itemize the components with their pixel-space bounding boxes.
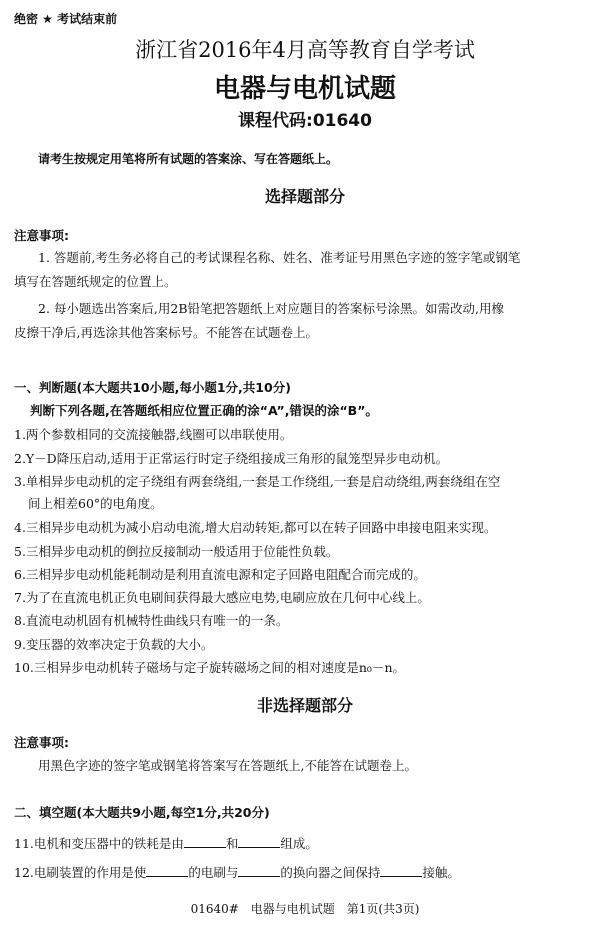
answer-blank <box>238 864 280 877</box>
part2-notes-label: 注意事项: <box>14 735 69 750</box>
part1-notes-label: 注意事项: <box>14 228 69 243</box>
note1-line1: 1. 答题前,考生务必将自己的考试课程名称、姓名、准考证号用黑色字迹的签字笔或钢笔 <box>38 250 521 265</box>
question-12-text-b: 的电刷与 <box>188 865 239 880</box>
question-6: 6.三相异步电动机能耗制动是利用直流电源和定子回路电阻配合而完成的。 <box>14 567 426 582</box>
question-4: 4.三相异步电动机为减小启动电流,增大启动转矩,都可以在转子回路中串接电阻来实现。 <box>14 520 497 535</box>
question-11-text-a: 11.电机和变压器中的铁耗是由 <box>14 836 184 851</box>
question-12 <box>14 863 460 881</box>
top-notice: 请考生按规定用笔将所有试题的答案涂、写在答题纸上。 <box>38 152 339 166</box>
note2-line2: 皮擦干净后,再选涂其他答案标号。不能答在试题卷上。 <box>14 325 318 340</box>
question-1: 1.两个参数相同的交流接触器,线圈可以串联使用。 <box>14 427 293 442</box>
answer-blank <box>238 835 280 848</box>
note1-line2: 填写在答题纸规定的位置上。 <box>14 274 177 289</box>
answer-blank <box>146 864 188 877</box>
question-3-line1: 3.单相异步电动机的定子绕组有两套绕组,一套是工作绕组,一套是启动绕组,两套绕组在空 <box>14 474 501 489</box>
question-11-text-b: 和 <box>225 836 239 851</box>
question-12-text-d: 接触。 <box>422 865 460 880</box>
question-3-line2: 间上相差60°的电角度。 <box>28 496 163 511</box>
answer-blank <box>184 835 226 848</box>
section1-instruction: 判断下列各题,在答题纸相应位置正确的涂“A”,错误的涂“B”。 <box>30 403 378 418</box>
part2-note: 用黑色字迹的签字笔或钢笔将答案写在答题纸上,不能答在试题卷上。 <box>38 758 417 773</box>
secret-mark: 绝密 ★ 考试结束前 <box>14 12 118 26</box>
course-code: 课程代码:01640 <box>238 111 372 131</box>
question-11 <box>14 834 318 852</box>
page-footer: 01640# 电器与电机试题 第1页(共3页) <box>190 902 420 916</box>
exam-title: 浙江省2016年4月高等教育自学考试 <box>135 38 475 62</box>
section2-heading: 二、填空题(本大题共9小题,每空1分,共20分) <box>14 805 270 820</box>
question-5: 5.三相异步电动机的倒拉反接制动一般适用于位能性负载。 <box>14 544 339 559</box>
question-11-text-c: 组成。 <box>280 836 318 851</box>
answer-blank <box>380 864 422 877</box>
question-2: 2.Y－D降压启动,适用于正常运行时定子绕组接成三角形的鼠笼型异步电动机。 <box>14 451 449 466</box>
question-8: 8.直流电动机固有机械特性曲线只有唯一的一条。 <box>14 613 289 628</box>
question-10: 10.三相异步电动机转子磁场与定子旋转磁场之间的相对速度是n₀－n。 <box>14 660 405 675</box>
question-12-text-c: 的换向器之间保持 <box>280 865 381 880</box>
subject-title: 电器与电机试题 <box>213 74 396 104</box>
question-7: 7.为了在直流电机正负电刷间获得最大感应电势,电刷应放在几何中心线上。 <box>14 590 430 605</box>
note2-line1: 2. 每小题选出答案后,用2B铅笔把答题纸上对应题目的答案标号涂黑。如需改动,用橡 <box>38 301 504 316</box>
part2-heading: 非选择题部分 <box>256 696 353 715</box>
question-12-text-a: 12.电刷装置的作用是使 <box>14 865 147 880</box>
question-9: 9.变压器的效率决定于负载的大小。 <box>14 637 214 652</box>
section1-heading: 一、判断题(本大题共10小题,每小题1分,共10分) <box>14 380 291 395</box>
part1-heading: 选择题部分 <box>264 187 345 206</box>
